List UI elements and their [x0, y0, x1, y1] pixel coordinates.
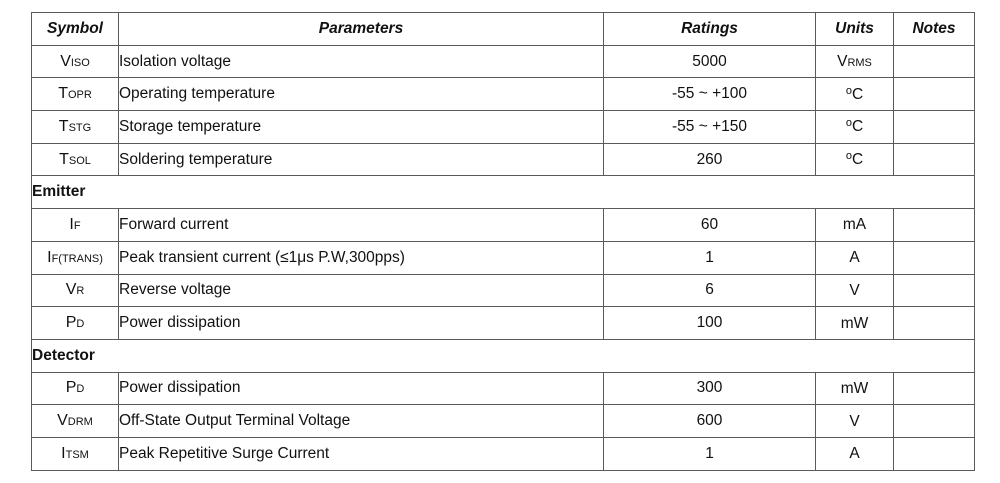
symbol-letter: V [60, 52, 71, 70]
table-row [32, 45, 975, 78]
notes-cell [894, 209, 975, 242]
parameter-cell: Storage temperature [119, 111, 604, 144]
unit-text: mA [842, 216, 867, 234]
rating-cell: 1 [604, 241, 816, 274]
unit-text: A [849, 445, 860, 463]
notes-cell [894, 241, 975, 274]
rating-cell: 5000 [604, 45, 816, 78]
symbol-letter: P [65, 314, 77, 332]
unit-cell [816, 143, 894, 176]
header-symbol: Symbol [32, 13, 119, 46]
table-row [32, 111, 975, 144]
symbol-subscript: STG [68, 121, 92, 134]
symbol-subscript: F [73, 219, 81, 232]
absolute-ratings-table [31, 12, 975, 471]
table-row [32, 405, 975, 438]
table-row [32, 372, 975, 405]
unit-subscript: RMS [847, 57, 872, 70]
degree-mark: o [845, 150, 852, 163]
parameter-cell: Operating temperature [119, 78, 604, 111]
table-row [32, 78, 975, 111]
unit-text: mW [840, 314, 869, 332]
degree-mark: o [845, 117, 852, 130]
unit-cell [816, 372, 894, 405]
symbol-letter: T [58, 85, 68, 103]
header-row [32, 13, 975, 46]
unit-cell [816, 111, 894, 144]
notes-cell [894, 78, 975, 111]
parameter-cell: Off-State Output Terminal Voltage [119, 405, 604, 438]
section-detector-row [32, 339, 975, 372]
section-emitter-row [32, 176, 975, 209]
unit-cell [816, 405, 894, 438]
table-body [32, 45, 975, 470]
parameter-cell: Isolation voltage [119, 45, 604, 78]
symbol-letter: T [59, 150, 69, 168]
notes-cell [894, 437, 975, 470]
notes-cell [894, 143, 975, 176]
rating-cell: 600 [604, 405, 816, 438]
symbol-subscript: D [76, 383, 85, 396]
parameter-cell: Peak transient current (≤1μs P.W,300pps) [119, 241, 604, 274]
symbol-subscript: OPR [67, 89, 92, 102]
section-detector-title: Detector [32, 339, 975, 372]
symbol-letter: P [65, 379, 77, 397]
parameter-cell: Peak Repetitive Surge Current [119, 437, 604, 470]
table-row [32, 241, 975, 274]
unit-cell [816, 241, 894, 274]
symbol-letter: V [65, 281, 77, 299]
unit-cell [816, 209, 894, 242]
table-row [32, 143, 975, 176]
symbol-cell [32, 111, 119, 144]
symbol-subscript: R [76, 285, 85, 298]
unit-cell [816, 274, 894, 307]
rating-cell: 1 [604, 437, 816, 470]
symbol-cell [32, 372, 119, 405]
notes-cell [894, 372, 975, 405]
unit-text: C [851, 118, 864, 136]
header-parameters: Parameters [119, 13, 604, 46]
table-row [32, 307, 975, 340]
symbol-cell [32, 241, 119, 274]
symbol-cell [32, 274, 119, 307]
symbol-cell [32, 307, 119, 340]
symbol-cell [32, 437, 119, 470]
rating-cell: 300 [604, 372, 816, 405]
symbol-subscript: D [76, 318, 85, 331]
parameter-cell: Soldering temperature [119, 143, 604, 176]
symbol-subscript: F(TRANS) [51, 252, 103, 265]
symbol-subscript: ISO [70, 56, 90, 69]
unit-cell [816, 78, 894, 111]
rating-cell: 100 [604, 307, 816, 340]
unit-text: V [849, 412, 860, 430]
rating-cell: 60 [604, 209, 816, 242]
unit-cell [816, 307, 894, 340]
parameter-cell: Reverse voltage [119, 274, 604, 307]
unit-text: V [837, 53, 848, 71]
notes-cell [894, 405, 975, 438]
symbol-letter: V [57, 412, 68, 430]
table-row [32, 209, 975, 242]
notes-cell [894, 307, 975, 340]
header-ratings: Ratings [604, 13, 816, 46]
header-units: Units [816, 13, 894, 46]
notes-cell [894, 45, 975, 78]
unit-text: V [849, 281, 860, 299]
rating-cell: -55 ~ +100 [604, 78, 816, 111]
table-row [32, 437, 975, 470]
rating-cell: 6 [604, 274, 816, 307]
parameter-cell: Power dissipation [119, 372, 604, 405]
symbol-cell [32, 209, 119, 242]
notes-cell [894, 111, 975, 144]
unit-cell [816, 45, 894, 78]
symbol-cell [32, 405, 119, 438]
symbol-cell [32, 78, 119, 111]
symbol-letter: T [58, 117, 69, 135]
symbol-letter: I [47, 248, 52, 266]
degree-mark: o [845, 84, 852, 97]
symbol-letter: I [69, 215, 74, 233]
symbol-subscript: TSM [65, 448, 89, 461]
parameter-cell: Power dissipation [119, 307, 604, 340]
rating-cell: 260 [604, 143, 816, 176]
unit-text: A [849, 249, 860, 267]
unit-cell [816, 437, 894, 470]
table-row [32, 274, 975, 307]
symbol-cell [32, 143, 119, 176]
symbol-cell [32, 45, 119, 78]
parameter-cell: Forward current [119, 209, 604, 242]
header-notes: Notes [894, 13, 975, 46]
unit-text: C [851, 151, 864, 169]
notes-cell [894, 274, 975, 307]
symbol-letter: I [61, 444, 66, 462]
symbol-subscript: DRM [67, 416, 93, 429]
rating-cell: -55 ~ +150 [604, 111, 816, 144]
symbol-subscript: SOL [68, 154, 91, 167]
unit-text: C [851, 85, 864, 103]
section-emitter-title: Emitter [32, 176, 975, 209]
unit-text: mW [840, 379, 869, 397]
